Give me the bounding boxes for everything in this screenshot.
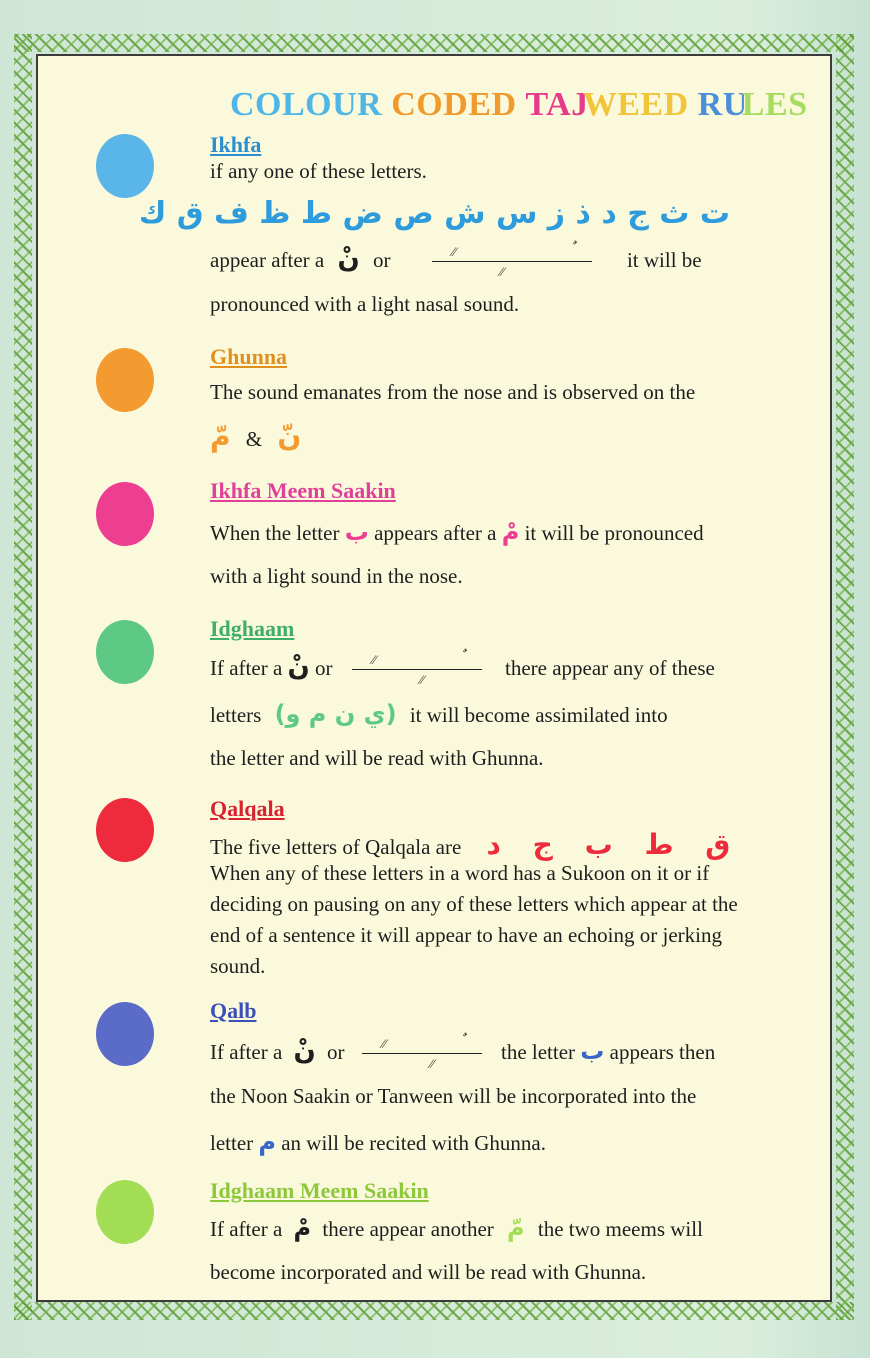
noon-saakin-glyph: نْ [293,1036,316,1066]
qalb-text: an will be recited with Ghunna. [281,1131,546,1155]
noon-saakin-glyph: نْ [337,244,360,274]
ikhfa-section [210,132,810,184]
ikhfa-meem-section [210,478,810,504]
ikhfa-meem-text: it will be pronounced [524,521,704,545]
idghaam-meem-text: If after a [210,1217,283,1241]
vine-border-right [836,34,854,1320]
noon-shadda-glyph: نّ [277,420,302,453]
idghaam-heading: Idghaam [210,616,295,641]
title-part: RU [697,86,748,123]
ikhfa-meem-text: When the letter [210,521,340,545]
idghaam-meem-row2: become incorporated and will be read with Ghunna. [210,1260,647,1284]
or-text: or [326,1040,345,1064]
qalb-row3 [210,1128,546,1156]
tanween-marks: ∕∕ ∕∕ [362,1036,482,1072]
meem-saakin-glyph: مْ [501,518,520,546]
qalb-text: the letter [500,1040,576,1064]
qalqala-text: The five letters of Qalqala are [210,835,462,859]
qalb-text: If after a [210,1040,283,1064]
noon-saakin-glyph: نْ [287,652,310,682]
idghaam-row2 [210,700,668,728]
meem-shadda-glyph: مّ [210,420,231,453]
ikhfa-meem-text: appears after a [374,521,497,545]
qalb-text: letter [210,1131,254,1155]
title-part: COLOUR [230,86,383,123]
ghunna-glyphs [210,420,301,453]
qalqala-section [210,796,810,822]
ghunna-section [210,344,810,370]
title-part: CODED [391,86,517,123]
ikhfa-meem-text2: with a light sound in the nose. [210,564,463,588]
ikhfa-color-dot [96,134,154,198]
title-part: TAJ [525,86,589,123]
tanween-marks: ∕∕ ∕∕ [352,652,482,688]
page-title [230,86,808,124]
idghaam-meem-section [210,1178,810,1204]
ikhfa-row [210,244,702,280]
idghaam-section [210,616,810,642]
qalb-section [210,998,810,1024]
idghaam-meem-text: there appear another [322,1217,494,1241]
qalqala-heading: Qalqala [210,796,285,821]
ikhfa-appear-text: appear after a [210,248,325,272]
or-text: or [372,248,391,272]
ba-glyph: ب [580,1037,605,1065]
idghaam-text: letters [210,703,262,727]
and-text: & [245,427,263,451]
tanween-marks: ∕∕ ∕∕ [432,244,592,280]
idghaam-color-dot [96,620,154,684]
idghaam-meem-row1 [210,1214,703,1242]
idghaam-text: it will become assimilated into [409,703,668,727]
ikhfa-heading: Ikhfa [210,132,262,157]
qalqala-letters: ق ط ب ج د [486,828,731,861]
ikhfa-meem-row [210,518,704,546]
qalb-text: appears then [609,1040,716,1064]
idghaam-text: If after a [210,656,283,680]
idghaam-meem-text: the two meems will [537,1217,703,1241]
meem-saakin-glyph: مْ [293,1214,312,1242]
ghunna-heading: Ghunna [210,344,288,369]
ba-glyph: ب [344,518,369,546]
idghaam-text: there appear any of these [504,656,715,680]
title-part: WEED [582,86,689,123]
ikhfa-letters: ت ث ج د ذ ز س ش ص ض ط ظ ف ق ك [138,196,730,231]
ikhfa-end-text: it will be [626,248,702,272]
vine-border-bottom [14,1302,854,1320]
ikhfa-text: if any one of these letters. [210,159,427,183]
title-part: LES [741,86,808,123]
meem-glyph: م [258,1128,276,1156]
ikhfa-meem-heading: Ikhfa Meem Saakin [210,478,396,503]
idghaam-meem-color-dot [96,1180,154,1244]
ikhfa-text2: pronounced with a light nasal sound. [210,292,520,316]
tajweed-page [36,54,832,1302]
qalqala-color-dot [96,798,154,862]
vine-border-left [14,34,32,1320]
qalb-row1 [210,1036,715,1072]
or-text: or [314,656,333,680]
idghaam-meem-heading: Idghaam Meem Saakin [210,1178,429,1203]
idghaam-row3: the letter and will be read with Ghunna. [210,746,544,770]
meem-shadda-glyph: مّ [507,1214,525,1242]
idghaam-row1 [210,652,715,688]
qalqala-text2: When any of these letters in a word has a Sukoon on it or if deciding on pausing on any of these letters which appear at the end of a sentence it will appear to have an echoing or jerking sound. [210,861,738,978]
ghunna-color-dot [96,348,154,412]
vine-border-top [14,34,854,52]
qalqala-row1 [210,828,730,861]
qalb-color-dot [96,1002,154,1066]
ikhfa-meem-color-dot [96,482,154,546]
ghunna-text: The sound emanates from the nose and is observed on the [210,380,696,404]
qalb-heading: Qalb [210,998,257,1023]
idghaam-letters: (ي ن م و) [274,700,397,728]
qalb-row2: the Noon Saakin or Tanween will be incorporated into the [210,1084,697,1108]
